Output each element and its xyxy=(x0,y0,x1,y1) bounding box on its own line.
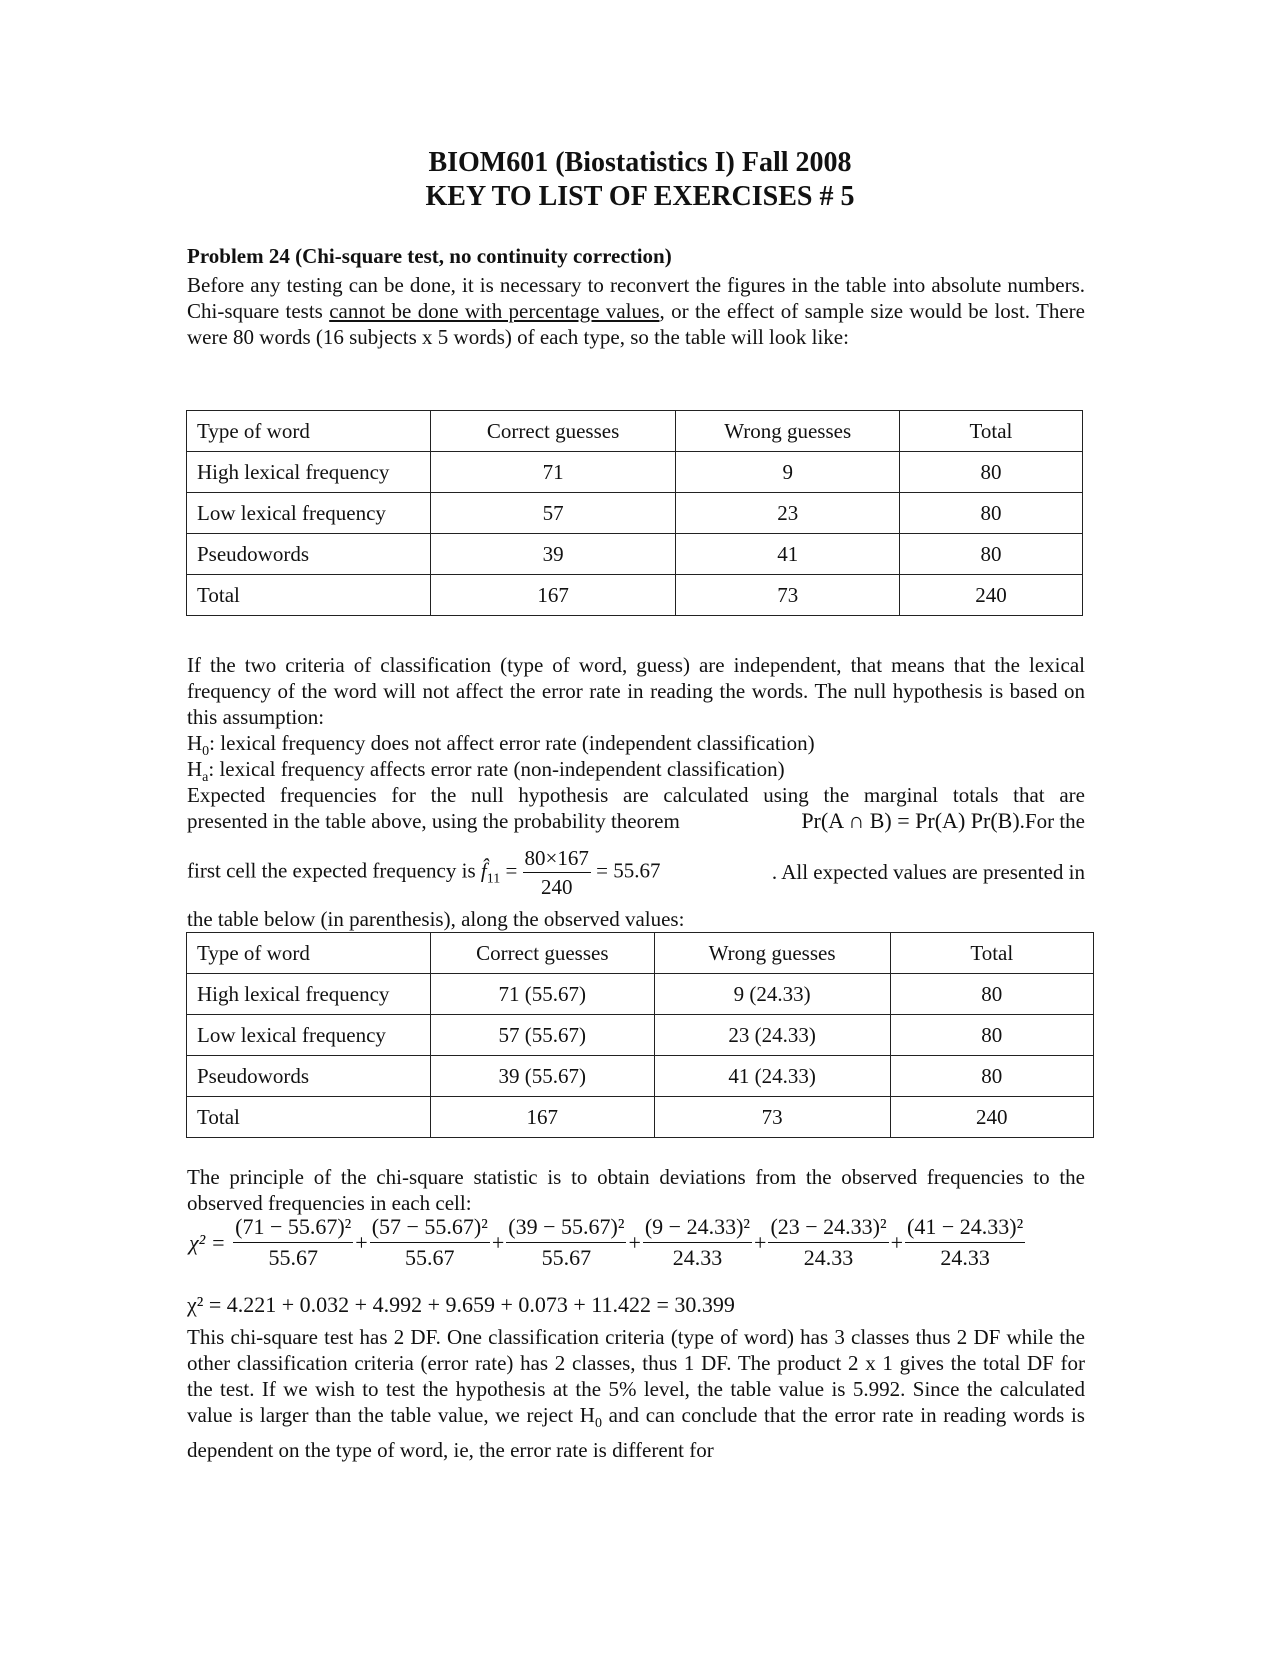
expected-table xyxy=(186,932,1094,1138)
table-row xyxy=(187,1056,1094,1097)
probability-formula xyxy=(801,808,1085,834)
plus-operator: + xyxy=(754,1229,767,1255)
term-denominator: 24.33 xyxy=(803,1245,854,1270)
term-denominator: 55.67 xyxy=(268,1245,318,1270)
table-row xyxy=(187,1097,1094,1138)
table-row xyxy=(187,1015,1094,1056)
chi-square-term xyxy=(370,1212,490,1273)
expected-fraction xyxy=(523,844,591,901)
table-header-cell: Wrong guesses xyxy=(676,411,899,452)
term-denominator: 55.67 xyxy=(541,1245,592,1270)
plus-operator: + xyxy=(628,1229,641,1255)
first-cell-line xyxy=(187,842,1085,902)
table-below-text: the table below (in parenthesis), along the observed values: xyxy=(187,907,685,931)
table-cell: Pseudowords xyxy=(187,534,431,575)
probability-theorem: Pr(A ∩ B) = Pr(A) Pr(B) xyxy=(801,808,1020,833)
chi-square-sum: χ² = 4.221 + 0.032 + 4.992 + 9.659 + 0.073 + 11.422 = 30.399 xyxy=(187,1292,735,1317)
table-cell: 57 xyxy=(430,493,676,534)
table-header-cell: Wrong guesses xyxy=(654,933,890,974)
table-row xyxy=(187,534,1083,575)
fraction-numerator: 80×167 xyxy=(523,844,591,873)
h0-label: H xyxy=(187,731,203,755)
table-header-cell: Type of word xyxy=(187,933,431,974)
plus-operator: + xyxy=(355,1229,368,1255)
table-cell: 80 xyxy=(899,534,1082,575)
term-numerator: (71 − 55.67)² xyxy=(233,1212,353,1243)
term-numerator: (39 − 55.67)² xyxy=(506,1212,626,1243)
observed-table xyxy=(186,410,1083,616)
expected-text-c: .For the xyxy=(1019,809,1085,833)
table-cell: 9 (24.33) xyxy=(654,974,890,1015)
table-cell: High lexical frequency xyxy=(187,452,431,493)
table-cell: 80 xyxy=(890,1015,1093,1056)
table-header-cell: Type of word xyxy=(187,411,431,452)
term-numerator: (9 − 24.33)² xyxy=(643,1212,752,1243)
table-cell: Low lexical frequency xyxy=(187,493,431,534)
ha-label: H xyxy=(187,757,203,781)
problem-heading: Problem 24 (Chi-square test, no continuity correction) xyxy=(187,244,672,268)
table-cell: 9 xyxy=(676,452,899,493)
table-cell: 80 xyxy=(890,1056,1093,1097)
first-cell-text-b: . All expected values are presented in xyxy=(771,860,1085,884)
table-cell: 240 xyxy=(890,1097,1093,1138)
first-cell-text-a: first cell the expected frequency is xyxy=(187,857,476,882)
table-cell: 23 (24.33) xyxy=(654,1015,890,1056)
table-cell: Pseudowords xyxy=(187,1056,431,1097)
intro-text-a: Before any testing can be done, it is necessary to reconvert the figures in the table into absolute numbers. Chi-square tests xyxy=(187,273,1085,323)
term-numerator: (57 − 55.67)² xyxy=(370,1212,490,1243)
chi-square-formula xyxy=(187,1212,1025,1273)
conclusion-text-a: This chi-square test has 2 DF. One classification criteria (type of word) has 3 classes thus 2 DF while the other classification criteria (error rate) has 2 classes, thus 1 DF. The product 2 x 1 gives the total DF for the test. If we wish to test the hypothesis at the 5% level, the table value is 5.992. Since the calculated value is larger than the table value, we reject H xyxy=(187,1325,1085,1427)
intro-underlined-text: cannot be done with percentage values xyxy=(329,299,660,323)
chi-square-term xyxy=(643,1212,752,1273)
table-header-cell: Total xyxy=(899,411,1082,452)
document-title-line2: KEY TO LIST OF EXERCISES # 5 xyxy=(425,181,855,212)
conclusion-text-b: and can conclude that the error rate in reading words is dependent on the type of word, ie, the error rate is different for xyxy=(187,1403,1085,1463)
expected-text-b: presented in the table above, using the probability theorem xyxy=(187,809,680,833)
term-denominator: 55.67 xyxy=(405,1245,455,1270)
table-cell: 80 xyxy=(899,493,1082,534)
h0-text: : lexical frequency does not affect error rate (independent classification) xyxy=(209,731,815,755)
table-cell: 71 xyxy=(430,452,676,493)
table-cell: Total xyxy=(187,1097,431,1138)
first-cell-left: first cell the expected frequency is $f̂_{11}$ = $\frac{80\times 167}{240}$ = 55.67 xyxy=(187,845,661,899)
expected-line-1: Expected frequencies for the null hypothesis are calculated using the marginal totals that are xyxy=(187,783,1085,807)
table-cell: High lexical frequency xyxy=(187,974,431,1015)
table-cell: 39 xyxy=(430,534,676,575)
chi-square-term xyxy=(506,1212,626,1273)
chi-square-term xyxy=(233,1212,353,1273)
ha-subscript: a xyxy=(202,770,209,786)
conclusion-h0-subscript: 0 xyxy=(594,1416,602,1432)
table-cell: 73 xyxy=(654,1097,890,1138)
table-cell: 80 xyxy=(899,452,1082,493)
term-denominator: 24.33 xyxy=(672,1245,723,1270)
intro-text-b: , or the effect of sample size would be lost. There were 80 words (16 subjects x 5 words) of each type, so the table will look like: xyxy=(187,299,1085,349)
table-row xyxy=(187,974,1094,1015)
table-cell: 71 (55.67) xyxy=(430,974,654,1015)
expected-result: = 55.67 xyxy=(596,857,661,882)
chi-square-principle: The principle of the chi-square statistic is to obtain deviations from the observed frequencies to the observed frequencies in each cell: xyxy=(187,1165,1085,1215)
f-hat-symbol: f̂ xyxy=(480,857,487,882)
term-numerator: (23 − 24.33)² xyxy=(768,1212,888,1243)
ha-text: : lexical frequency affects error rate (non-independent classification) xyxy=(208,757,785,781)
h0-subscript: 0 xyxy=(202,744,210,760)
table-row xyxy=(187,452,1083,493)
table-cell: 23 xyxy=(676,493,899,534)
table-cell: 41 xyxy=(676,534,899,575)
conclusion-paragraph xyxy=(187,1324,1085,1463)
intro-paragraph xyxy=(187,272,1085,350)
table-header-cell: Total xyxy=(890,933,1093,974)
document-title-line1: BIOM601 (Biostatistics I) Fall 2008 xyxy=(428,147,852,178)
term-denominator: 24.33 xyxy=(940,1245,990,1270)
table-header-row xyxy=(187,933,1094,974)
table-cell: 41 (24.33) xyxy=(654,1056,890,1097)
table-row xyxy=(187,493,1083,534)
table-cell: 240 xyxy=(899,575,1082,616)
term-numerator: (41 − 24.33)² xyxy=(905,1212,1025,1243)
plus-operator: + xyxy=(491,1229,505,1255)
table-cell: 57 (55.67) xyxy=(430,1015,654,1056)
chi-square-symbol: χ² = xyxy=(189,1229,226,1255)
table-row xyxy=(187,575,1083,616)
f-subscript: 11 xyxy=(486,871,501,886)
table-header-row xyxy=(187,411,1083,452)
chi-square-term xyxy=(905,1212,1025,1273)
fraction-denominator: 240 xyxy=(540,874,573,899)
table-cell: 39 (55.67) xyxy=(430,1056,654,1097)
table-cell: 73 xyxy=(676,575,899,616)
table-cell: Low lexical frequency xyxy=(187,1015,431,1056)
table-cell: Total xyxy=(187,575,431,616)
table-header-cell: Correct guesses xyxy=(430,933,654,974)
chi-square-term xyxy=(768,1212,888,1273)
table-header-cell: Correct guesses xyxy=(430,411,676,452)
plus-operator: + xyxy=(890,1229,904,1255)
table-cell: 80 xyxy=(890,974,1093,1015)
expected-line-2 xyxy=(187,808,1085,834)
hypothesis-paragraph: If the two criteria of classification (type of word, guess) are independent, that means that the lexical frequency of the word will not affect the error rate in reading the words. The null hypothesis is based on this assumption: xyxy=(187,653,1085,729)
table-cell: 167 xyxy=(430,575,676,616)
table-cell: 167 xyxy=(430,1097,654,1138)
